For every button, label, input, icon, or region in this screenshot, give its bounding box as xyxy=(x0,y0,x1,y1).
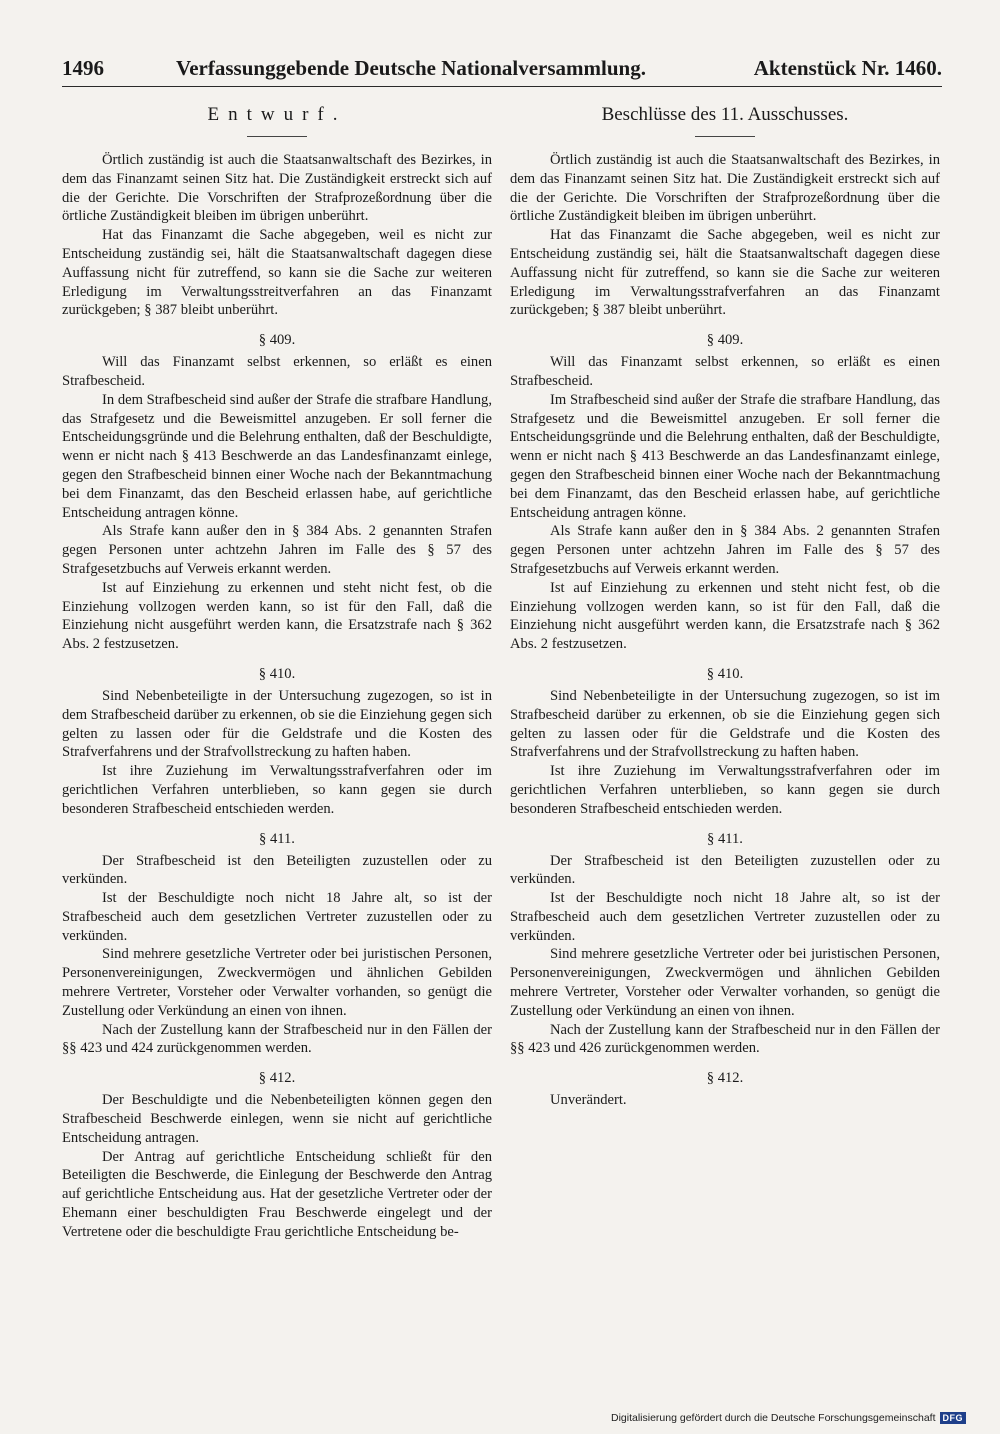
column-heading-draft: Entwurf. xyxy=(207,104,347,125)
paragraph: Unverändert. xyxy=(550,1092,627,1109)
paragraph: Ist der Beschuldigte noch nicht 18 Jahre alt, so ist der Strafbescheid auch dem gesetzlichen Vertreter zuzustellen oder zu verkünden. xyxy=(510,890,940,944)
section-title-411: § 411. xyxy=(707,830,743,847)
paragraph: Sind Nebenbeteiligte in der Untersuchung zugezogen, so ist im Strafbescheid darüber zu erkennen, ob sie die Einziehung gegen sich gelten zu lassen oder für die Geldstrafe und die Kosten des Strafverfahrens und der Strafvollstreckung zu haften haben. xyxy=(510,687,940,761)
digitization-credit xyxy=(611,1411,966,1425)
section-title-409: § 409. xyxy=(706,332,744,349)
paragraph: Örtlich zuständig ist auch die Staatsanwaltschaft des Bezirkes, in dem das Finanzamt seinen Sitz hat. Die Zuständigkeit erstreckt sich auf die der Gerichte. Die Vorschriften der Strafprozeßordnung über die örtliche Zuständigkeit bleiben im übrigen unberührt. xyxy=(62,152,492,225)
column-heading-committee: Beschlüsse des 11. Ausschusses. xyxy=(601,104,849,125)
paragraph: Ist ihre Zuziehung im Verwaltungsstrafverfahren oder im gerichtlichen Verfahren unterblieben, so kann gegen sie durch besonderen Strafbescheid entschieden werden. xyxy=(510,763,940,817)
footer-text: Digitalisierung gefördert durch die Deutsche Forschungsgemeinschaft xyxy=(610,1412,936,1424)
paragraph: Hat das Finanzamt die Sache abgegeben, weil es nicht zur Entscheidung zuständig sei, hält die Staatsanwaltschaft dagegen diese Auffassung nicht für zutreffend, so kann sie die Sache zur weiteren Erledigung im Verwaltungsstreitverfahren an das Finanzamt zurückgeben; § 387 bleibt unberührt. xyxy=(62,227,492,319)
paragraph: Der Strafbescheid ist den Beteiligten zuzustellen oder zu verkünden. xyxy=(510,852,940,888)
paragraph: Ist der Beschuldigte noch nicht 18 Jahre alt, so ist der Strafbescheid auch dem gesetzlichen Vertreter zuzustellen oder zu verkünden. xyxy=(62,890,492,944)
paragraph: Sind mehrere gesetzliche Vertreter oder bei juristischen Personen, Personenvereinigungen, Zweckvermögen und ähnlichen Gebilden mehrere Vertreter, Vorsteher oder Verwalter vorhanden, so genügt die Zustellung oder Verkündung an einen von ihnen. xyxy=(62,946,492,1019)
paragraph: Der Beschuldigte und die Nebenbeteiligten können gegen den Strafbescheid Beschwerde einlegen, wenn sie nicht auf gerichtliche Entscheidung antragen. xyxy=(62,1092,492,1146)
paragraph: Will das Finanzamt selbst erkennen, so erläßt es einen Strafbescheid. xyxy=(510,354,940,389)
header-rule xyxy=(62,86,942,87)
page-number: 1496 xyxy=(62,56,104,80)
paragraph: Im Strafbescheid sind außer der Strafe die strafbare Handlung, das Strafgesetz und die Beweismittel anzugeben. Er soll ferner die Entscheidungsgründe und die Belehrung enthalten, daß der Beschuldigte, wenn er nicht nach § 413 Beschwerde an das Landesfinanzamt einlege, gegen den Strafbescheid binnen einer Woche nach der Bekanntmachung bei dem Finanzamt, das den Bescheid erlassen habe, auf gerichtliche Entscheidung antragen könne. xyxy=(510,391,940,521)
section-title-412: § 412. xyxy=(706,1070,744,1087)
section-title-412: § 412. xyxy=(258,1070,296,1087)
paragraph: Als Strafe kann außer den in § 384 Abs. 2 genannten Strafen gegen Personen unter achtzehn Jahren im Falle des § 57 des Strafgesetzbuchs auf Verweis erkannt werden. xyxy=(510,523,940,577)
column-draft xyxy=(62,100,492,1242)
page-header xyxy=(62,56,942,86)
heading-rule xyxy=(247,136,307,137)
section-title-411: § 411. xyxy=(259,830,295,847)
paragraph: Nach der Zustellung kann der Strafbescheid nur in den Fällen der §§ 423 und 424 zurückgenommen werden. xyxy=(62,1021,492,1057)
paragraph: Will das Finanzamt selbst erkennen, so erläßt es einen Strafbescheid. xyxy=(62,354,492,389)
column-committee-decisions xyxy=(510,100,940,1110)
paragraph: In dem Strafbescheid sind außer der Strafe die strafbare Handlung, das Strafgesetz und die Beweismittel anzugeben. Er soll ferner die Entscheidungsgründe und die Belehrung enthalten, daß der Beschuldigte, wenn er nicht nach § 413 Beschwerde an das Landesfinanzamt einlege, gegen den Strafbescheid binnen einer Woche nach der Bekanntmachung bei dem Finanzamt, das den Bescheid erlassen habe, auf gerichtliche Entscheidung antragen könne. xyxy=(62,391,492,521)
paragraph: Nach der Zustellung kann der Strafbescheid nur in den Fällen der §§ 423 und 426 zurückgenommen werden. xyxy=(510,1021,940,1057)
document-number: Aktenstück Nr. 1460. xyxy=(753,56,942,80)
section-title-410: § 410. xyxy=(706,665,744,682)
paragraph: Ist ihre Zuziehung im Verwaltungsstrafverfahren oder im gerichtlichen Verfahren unterblieben, so kann gegen sie durch besonderen Strafbescheid entschieden werden. xyxy=(62,763,492,817)
paragraph: Hat das Finanzamt die Sache abgegeben, weil es nicht zur Entscheidung zuständig sei, hält die Staatsanwaltschaft dagegen diese Auffassung nicht für zutreffend, so kann sie die Sache zur weiteren Erledigung im Verwaltungsstrafverfahren an das Finanzamt zurückgeben; § 387 bleibt unberührt. xyxy=(510,227,940,319)
section-title-409: § 409. xyxy=(258,332,296,349)
paragraph: Sind mehrere gesetzliche Vertreter oder bei juristischen Personen, Personenvereinigungen, Zweckvermögen und ähnlichen Gebilden mehrere Vertreter, Vorsteher oder Verwalter vorhanden, so genügt die Zustellung oder Verkündung an einen von ihnen. xyxy=(510,946,940,1019)
paragraph: Sind Nebenbeteiligte in der Untersuchung zugezogen, so ist in dem Strafbescheid darüber zu erkennen, ob sie die Einziehung gegen sich gelten zu lassen oder für die Geldstrafe und die Kosten des Strafverfahrens und der Strafvollstreckung zu haften haben. xyxy=(62,687,492,761)
paragraph: Ist auf Einziehung zu erkennen und steht nicht fest, ob die Einziehung vollzogen werden kann, so ist für den Fall, daß die Einziehung nicht ausgeführt werden kann, die Ersatzstrafe nach § 362 Abs. 2 festzusetzen. xyxy=(62,579,492,653)
paragraph: Der Antrag auf gerichtliche Entscheidung schließt für den Beteiligten die Beschwerde, die Einlegung der Beschwerde den Antrag auf gerichtliche Entscheidung aus. Hat der gesetzliche Vertreter oder der Ehemann einer beschuldigten Frau Beschwerde eingelegt und der Vertretene oder die beschuldigte Frau gerichtliche Entscheidung be- xyxy=(62,1148,492,1240)
paragraph: Ist auf Einziehung zu erkennen und steht nicht fest, ob die Einziehung vollzogen werden kann, so ist für den Fall, daß die Einziehung nicht ausgeführt werden kann, die Ersatzstrafe nach § 362 Abs. 2 festzusetzen. xyxy=(510,579,940,653)
heading-rule xyxy=(695,136,755,137)
section-title-410: § 410. xyxy=(258,665,296,682)
dfg-logo: DFG xyxy=(940,1412,967,1424)
running-title: Verfassunggebende Deutsche Nationalversammlung. xyxy=(176,56,646,80)
paragraph: Der Strafbescheid ist den Beteiligten zuzustellen oder zu verkünden. xyxy=(62,852,492,888)
paragraph: Als Strafe kann außer den in § 384 Abs. 2 genannten Strafen gegen Personen unter achtzehn Jahren im Falle des § 57 des Strafgesetzbuchs auf Verweis erkannt werden. xyxy=(62,523,492,577)
paragraph: Örtlich zuständig ist auch die Staatsanwaltschaft des Bezirkes, in dem das Finanzamt seinen Sitz hat. Die Zuständigkeit erstreckt sich auf die der Gerichte. Die Vorschriften der Strafprozeßordnung über die örtliche Zuständigkeit bleiben im übrigen unberührt. xyxy=(510,152,940,225)
